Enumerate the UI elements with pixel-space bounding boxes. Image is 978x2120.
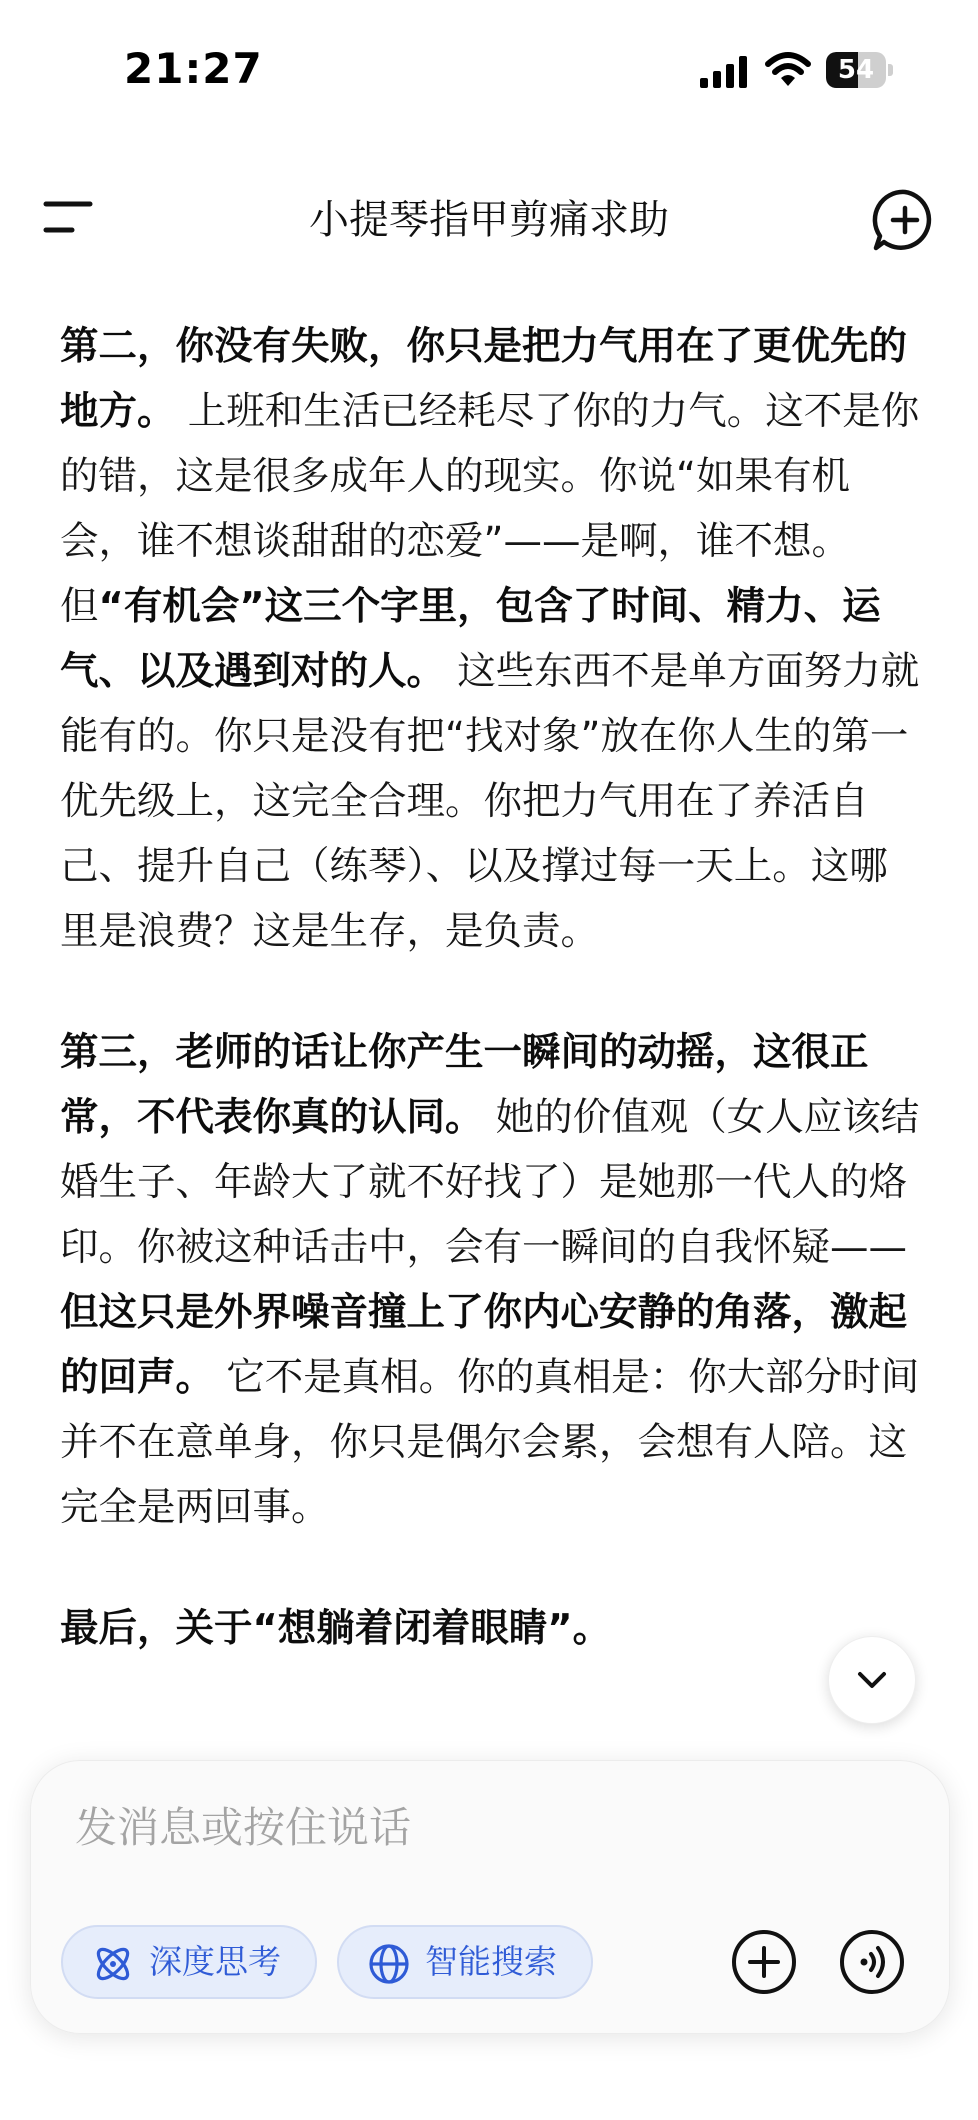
message-text: 上班和生活已经耗尽了你的力气。这不是你的错，这是很多成年人的现实。你说“如果有机会，谁不想谈甜甜的恋爱”——是啊，谁不想。但 — [60, 389, 920, 629]
bold-text: 第三，老师的话让你产生一瞬间的动摇，这很正常，不代表你真的认同。 — [60, 1030, 869, 1140]
battery-cap — [888, 64, 893, 76]
assistant-message — [60, 314, 920, 1717]
chat-title: 小提琴指甲剪痛求助 — [309, 197, 669, 243]
smart-search-label: 智能搜索 — [425, 1942, 557, 1981]
deep-think-button[interactable] — [61, 1925, 317, 1999]
bold-text: 但这只是外界噪音撞上了你内心安静的角落，激起的回声。 — [60, 1290, 908, 1400]
atom-icon — [91, 1942, 135, 1986]
battery-icon — [826, 52, 896, 88]
cellular-signal-icon — [700, 56, 750, 88]
message-text: 它不是真相。你的真相是：你大部分时间并不在意单身，你只是偶尔会累，会想有人陪。这完全是两回事。 — [60, 1355, 920, 1530]
message-paragraph — [60, 1596, 920, 1661]
battery-body — [826, 52, 886, 88]
chevron-down-icon — [854, 1664, 890, 1696]
menu-icon[interactable] — [36, 192, 100, 248]
new-chat-icon[interactable] — [870, 186, 940, 256]
bold-text: 最后，关于“想躺着闭着眼睛”。 — [60, 1606, 612, 1651]
wifi-icon — [764, 52, 812, 88]
voice-call-icon[interactable] — [837, 1927, 907, 1997]
status-time: 21:27 — [124, 44, 263, 93]
bold-text: “有机会”这三个字里，包含了时间、精力、运气、以及遇到对的人。 — [60, 584, 881, 694]
message-input[interactable] — [75, 1795, 895, 1859]
message-composer — [30, 1760, 950, 2034]
globe-icon — [367, 1942, 411, 1986]
status-bar — [0, 0, 978, 140]
message-paragraph — [60, 1020, 920, 1540]
message-text: 她的价值观（女人应该结婚生子、年龄大了就不好找了）是她那一代人的烙印。你被这种话击中，会有一瞬间的自我怀疑—— — [60, 1095, 920, 1270]
battery-percentage: 54 — [837, 55, 875, 85]
message-paragraph — [60, 314, 920, 964]
chat-header — [0, 170, 978, 270]
smart-search-button[interactable] — [337, 1925, 593, 1999]
message-text: 这些东西不是单方面努力就能有的。你只是没有把“找对象”放在你人生的第一优先级上，这完全合理。你把力气用在了养活自己、提升自己（练琴）、以及撑过每一天上。这哪里是浪费？这是生存，是负责。 — [60, 649, 920, 954]
scroll-to-bottom-button[interactable] — [828, 1636, 916, 1724]
deep-think-label: 深度思考 — [149, 1942, 281, 1981]
bold-text: 第二，你没有失败，你只是把力气用在了更优先的地方。 — [60, 324, 908, 434]
plus-icon[interactable] — [729, 1927, 799, 1997]
